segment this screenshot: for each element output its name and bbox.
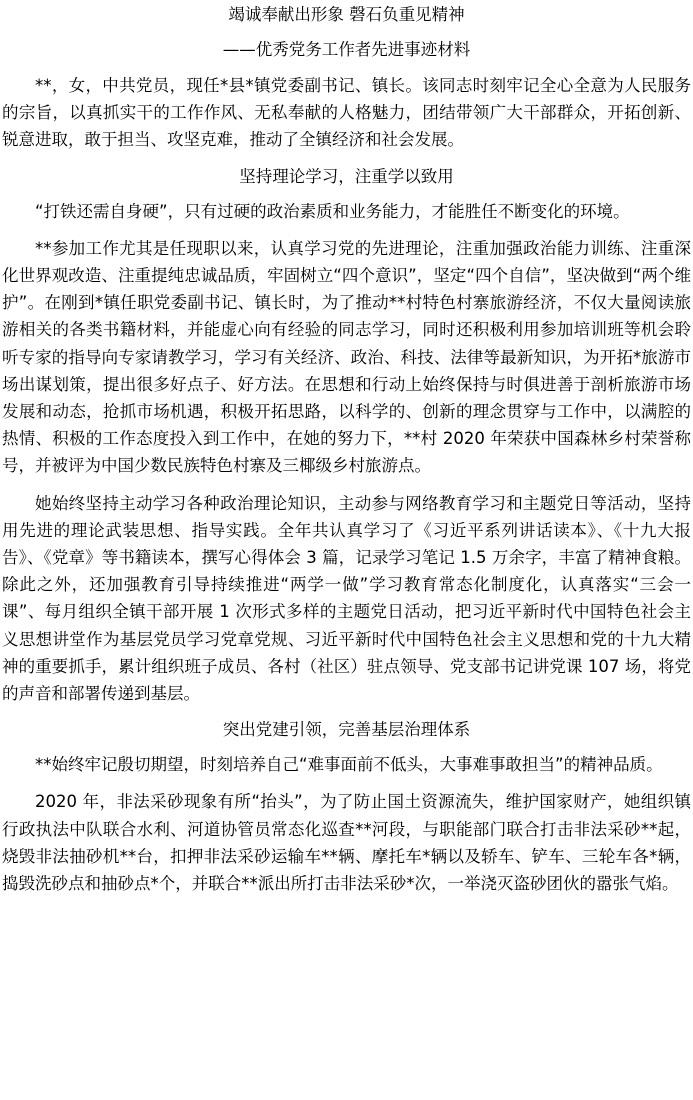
paragraph: 她始终坚持主动学习各种政治理论知识，主动参与网络教育学习和主题党日等活动，坚持用先进的理论武装思想、指导实践。全年共认真学习了《习近平系列讲话读本》、《十九大报告》、《党章》等书籍读本，撰写心得体会 3 篇，记录学习笔记 1.5 万余字，丰富了精神食粮。除此之外，还加强教育引导持续推进“两学一做”学习教育常态化制度化，认真落实“三会一课”、每月组织全镇干部开展 1 次形式多样的主题党日活动，把习近平新时代中国特色社会主义思想讲堂作为基层党员学习党章党规、习近平新时代中国特色社会主义思想和党的十九大精神的重要抓手，累计组织班子成员、各村（社区）驻点领导、党支部书记讲党课 107 场，将党的声音和部署传递到基层。 — [2, 493, 691, 704]
document-page — [0, 3, 693, 1100]
paragraph: **参加工作尤其是任现职以来，认真学习党的先进理论，注重加强政治能力训练、注重深化世界观改造、注重提纯忠诚品质，牢固树立“四个意识”，坚定“四个自信”，坚决做到“两个维护”。在刚到*镇任职党委副书记、镇长时，为了推动**村特色村寨旅游经济，不仅大量阅读旅游相关的各类书籍材料，并能虚心向有经验的同志学习，同时还积极利用参加培训班等机会聆听专家的指导向专家请教学习，学习有关经济、政治、科技、法律等最新知识，为开拓*旅游市场出谋划策，提出很多好点子、好方法。在思想和行动上始终保持与时俱进善于剖析旅游市场发展和动态，抢抓市场机遇，积极开拓思路，以科学的、创新的理念贯穿与工作中，以满腔的热情、积极的工作态度投入到工作中，在她的努力下，**村 2020 年荣获中国森林乡村荣誉称号，并被评为中国少数民族特色村寨及三椰级乡村旅游点。 — [2, 238, 691, 476]
document-subtitle: ——优秀党务工作者先进事迹材料 — [222, 40, 471, 59]
section-heading-theory-study: 坚持理论学习，注重学以致用 — [239, 166, 454, 186]
paragraph: 2020 年，非法采砂现象有所“抬头”，为了防止国土资源流失，维护国家财产，她组织镇行政执法中队联合水利、河道协管员常态化巡查**河段，与职能部门联合打击非法采砂**起，烧毁非法抽砂机**台，扣押非法采砂运输车**辆、摩托车*辆以及轿车、铲车、三轮车各*辆，捣毁洗砂点和抽砂点*个，并联合**派出所打击非法采砂*次，一举浇灭盗砂团伙的嚣张气焰。 — [2, 792, 691, 894]
section-heading-party-building: 突出党建引领，完善基层治理体系 — [222, 720, 471, 740]
intro-paragraph: **，女，中共党员，现任*县*镇党委副书记、镇长。该同志时刻牢记全心全意为人民服务的宗旨，以真抓实干的工作作风、无私奉献的人格魅力，团结带领广大干部群众，开拓创新、锐意进取，敢于担当、攻坚克难，推动了全镇经济和社会发展。 — [2, 76, 691, 150]
paragraph: “打铁还需自身硬”，只有过硬的政治素质和业务能力，才能胜任不断变化的环境。 — [35, 201, 630, 221]
paragraph: **始终牢记殷切期望，时刻培养自己“难事面前不低头，大事难事敢担当”的精神品质。 — [35, 755, 663, 775]
document-title: 竭诚奉献出形象 磬石负重见精神 — [228, 5, 465, 24]
